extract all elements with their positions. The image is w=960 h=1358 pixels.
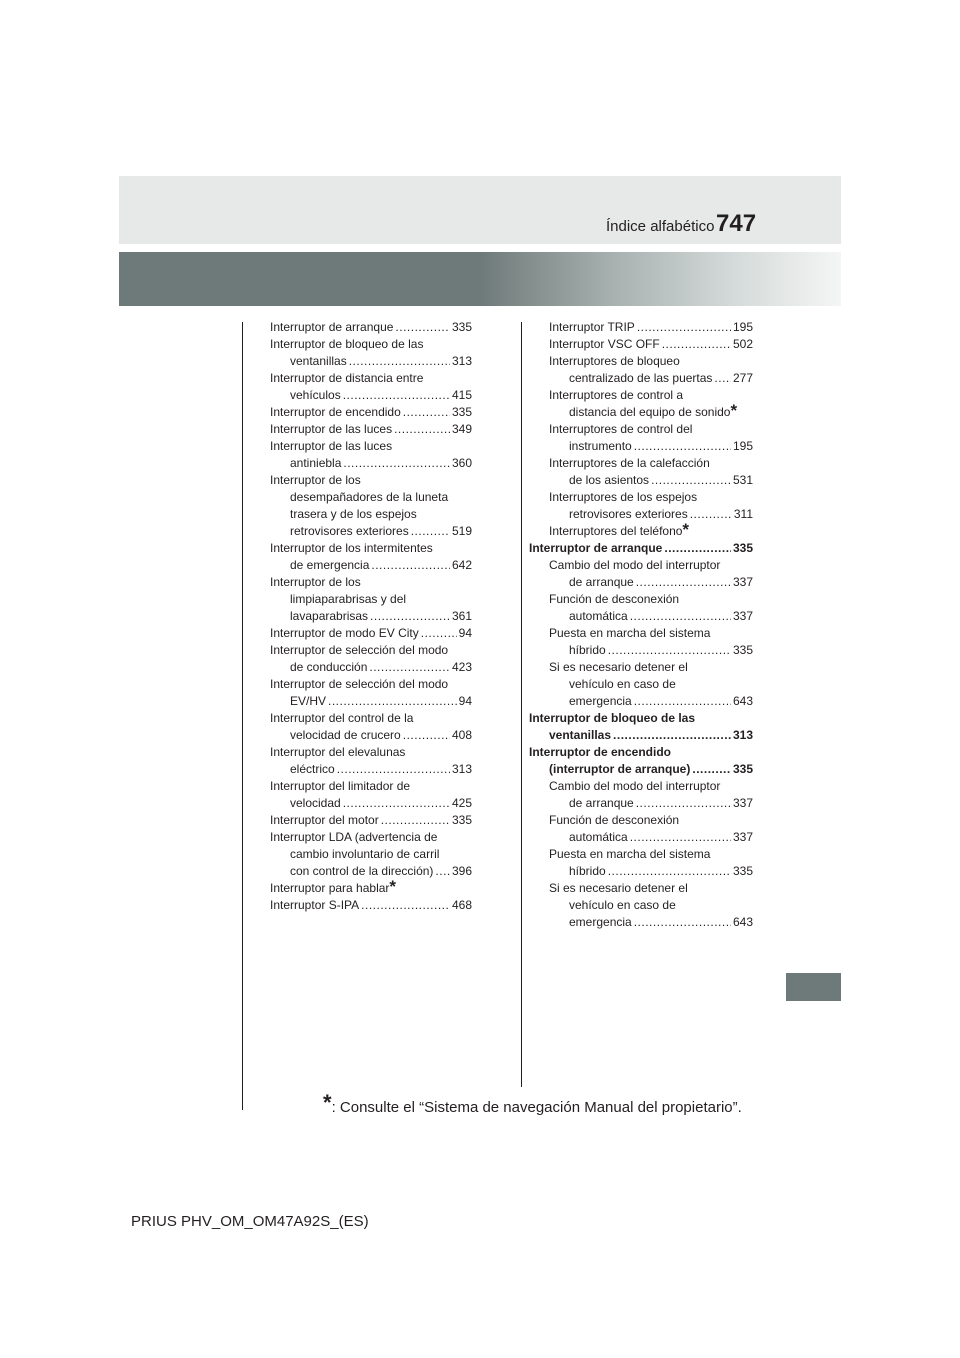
dot-leader bbox=[369, 659, 450, 676]
entry-text: de emergencia bbox=[290, 558, 370, 572]
entry-page-number: 643 bbox=[732, 694, 753, 708]
index-entry bbox=[270, 574, 472, 625]
entry-text: emergencia bbox=[569, 915, 632, 929]
index-entry bbox=[270, 540, 472, 574]
entry-text: Si es necesario detener el bbox=[549, 660, 688, 674]
entry-text: Interruptor de arranque bbox=[270, 320, 394, 334]
index-entry bbox=[270, 778, 472, 812]
dot-leader bbox=[714, 370, 731, 387]
entry-text: Puesta en marcha del sistema bbox=[549, 626, 711, 640]
dot-leader bbox=[381, 812, 450, 829]
dot-leader bbox=[608, 863, 731, 880]
entry-text: cambio involuntario de carril bbox=[290, 847, 440, 861]
entry-text: Función de desconexión bbox=[549, 813, 680, 827]
index-column-right bbox=[529, 319, 753, 931]
dot-leader bbox=[435, 863, 450, 880]
index-entry-line bbox=[529, 914, 753, 931]
index-entry-line bbox=[529, 591, 753, 608]
dot-leader bbox=[343, 387, 450, 404]
entry-page-number: 335 bbox=[732, 643, 753, 657]
dot-leader bbox=[608, 642, 731, 659]
index-entry-line bbox=[270, 438, 472, 455]
index-entry-line bbox=[270, 404, 472, 421]
entry-text: Interruptores de control del bbox=[549, 422, 693, 436]
index-entry bbox=[270, 829, 472, 880]
entry-text: híbrido bbox=[569, 643, 606, 657]
entry-text: Puesta en marcha del sistema bbox=[549, 847, 711, 861]
index-entry-line bbox=[270, 846, 472, 863]
left-column-rule bbox=[242, 322, 243, 1110]
index-entry-line bbox=[529, 642, 753, 659]
entry-text: ventanillas bbox=[290, 354, 347, 368]
index-entry-line bbox=[270, 489, 472, 506]
index-entry-line bbox=[270, 455, 472, 472]
index-entry-line bbox=[270, 727, 472, 744]
index-entry-line bbox=[529, 710, 753, 727]
entry-page-number: 335 bbox=[732, 541, 753, 555]
index-entry-line bbox=[529, 659, 753, 676]
index-entry-line bbox=[529, 438, 753, 455]
entry-page-number: 335 bbox=[732, 864, 753, 878]
entry-text: ventanillas bbox=[549, 728, 612, 742]
dot-leader bbox=[636, 795, 731, 812]
entry-text: trasera y de los espejos bbox=[290, 507, 417, 521]
index-entry bbox=[529, 659, 753, 710]
index-entry-line bbox=[270, 319, 472, 336]
index-entry bbox=[270, 370, 472, 404]
index-entry-line bbox=[270, 353, 472, 370]
index-entry-line bbox=[270, 642, 472, 659]
index-entry-line bbox=[529, 693, 753, 710]
index-entry-line: Interruptores del teléfono * bbox=[549, 520, 690, 539]
entry-page-number: 349 bbox=[451, 422, 472, 436]
entry-text: eléctrico bbox=[290, 762, 335, 776]
entry-page-number: 335 bbox=[451, 405, 472, 419]
entry-text: Interruptores de la calefacción bbox=[549, 456, 710, 470]
dot-leader bbox=[394, 421, 450, 438]
entry-text: limpiaparabrisas y del bbox=[290, 592, 407, 606]
index-entry bbox=[529, 812, 753, 846]
index-entry-line bbox=[270, 676, 472, 693]
index-entry-line bbox=[529, 744, 753, 761]
entry-page-number: 313 bbox=[451, 354, 472, 368]
entry-text: de arranque bbox=[569, 575, 634, 589]
entry-page-number: 360 bbox=[451, 456, 472, 470]
dot-leader bbox=[690, 506, 732, 523]
entry-text: desempañadores de la luneta bbox=[290, 490, 449, 504]
index-entry-line bbox=[529, 829, 753, 846]
entry-text: Interruptor de selección del modo bbox=[270, 677, 449, 691]
entry-text: Interruptor del motor bbox=[270, 813, 379, 827]
index-entry-line bbox=[270, 795, 472, 812]
entry-page-number: 335 bbox=[732, 762, 753, 776]
entry-page-number: 337 bbox=[732, 830, 753, 844]
entry-text: EV/HV bbox=[290, 694, 327, 708]
entry-page-number: 423 bbox=[451, 660, 472, 674]
entry-text: Interruptor de los bbox=[270, 473, 361, 487]
dot-leader bbox=[421, 625, 457, 642]
index-entry-line bbox=[529, 625, 753, 642]
index-entry bbox=[529, 880, 753, 931]
entry-page-number: 313 bbox=[451, 762, 472, 776]
document-id: PRIUS PHV_OM_OM47A92S_(ES) bbox=[131, 1213, 369, 1230]
entry-page-number: 425 bbox=[451, 796, 472, 810]
entry-text: de arranque bbox=[569, 796, 634, 810]
entry-text: Interruptor de selección del modo bbox=[270, 643, 449, 657]
dot-leader bbox=[662, 336, 731, 353]
entry-text: híbrido bbox=[569, 864, 606, 878]
index-entry bbox=[270, 336, 472, 370]
index-entry bbox=[270, 744, 472, 778]
index-entry bbox=[270, 421, 472, 438]
entry-page-number: 337 bbox=[732, 609, 753, 623]
index-entry bbox=[270, 710, 472, 744]
index-entry-line bbox=[270, 421, 472, 438]
dot-leader bbox=[664, 540, 731, 557]
footnote-marker: * bbox=[323, 1090, 332, 1115]
entry-page-number: 313 bbox=[732, 728, 753, 742]
entry-page-number: 415 bbox=[451, 388, 472, 402]
entry-text: Interruptor S-IPA bbox=[270, 898, 360, 912]
entry-page-number: 361 bbox=[451, 609, 472, 623]
entry-text: Cambio del modo del interruptor bbox=[549, 558, 721, 572]
index-entry-line bbox=[270, 370, 472, 387]
dot-leader bbox=[403, 404, 450, 421]
index-entry-line bbox=[529, 574, 753, 591]
entry-page-number: 311 bbox=[733, 507, 753, 521]
index-entry-line bbox=[529, 336, 753, 353]
index-entry bbox=[529, 387, 753, 421]
index-entry-line: distancia del equipo de sonido * bbox=[569, 401, 738, 420]
entry-text: Interruptor de los bbox=[270, 575, 361, 589]
index-entry bbox=[529, 421, 753, 455]
entry-text: Interruptor de las luces bbox=[270, 439, 393, 453]
index-entry-line bbox=[270, 472, 472, 489]
index-entry bbox=[529, 778, 753, 812]
entry-page-number: 408 bbox=[451, 728, 472, 742]
entry-text: antiniebla bbox=[290, 456, 342, 470]
dot-leader bbox=[343, 455, 450, 472]
index-entry bbox=[529, 455, 753, 489]
entry-text: Interruptor de encendido bbox=[529, 745, 672, 759]
dot-leader bbox=[328, 693, 457, 710]
entry-text: vehículo en caso de bbox=[569, 677, 676, 691]
dot-leader bbox=[634, 914, 731, 931]
entry-page-number: 396 bbox=[451, 864, 472, 878]
dot-leader bbox=[630, 829, 731, 846]
index-entry-line bbox=[529, 472, 753, 489]
index-entry-line bbox=[529, 455, 753, 472]
index-entry bbox=[529, 557, 753, 591]
index-entry-line bbox=[270, 574, 472, 591]
entry-text: Interruptor del elevalunas bbox=[270, 745, 406, 759]
entry-text: Interruptor de arranque bbox=[529, 541, 663, 555]
entry-text: Interruptor del control de la bbox=[270, 711, 414, 725]
dot-leader bbox=[637, 319, 731, 336]
entry-text: Interruptor de bloqueo de las bbox=[529, 711, 696, 725]
dot-leader bbox=[613, 727, 731, 744]
index-entry bbox=[270, 319, 472, 336]
index-entry-line bbox=[529, 812, 753, 829]
entry-text: Interruptor de los intermitentes bbox=[270, 541, 433, 555]
index-entry bbox=[270, 897, 472, 914]
index-entry-line bbox=[529, 897, 753, 914]
entry-page-number: 337 bbox=[732, 575, 753, 589]
index-entry bbox=[529, 319, 753, 336]
index-entry-line bbox=[529, 557, 753, 574]
entry-text: automática bbox=[569, 609, 628, 623]
entry-text: de los asientos bbox=[569, 473, 650, 487]
dot-leader bbox=[630, 608, 731, 625]
entry-text: Interruptor de distancia entre bbox=[270, 371, 424, 385]
dot-leader bbox=[636, 574, 731, 591]
index-entry bbox=[270, 676, 472, 710]
index-entry-line bbox=[529, 370, 753, 387]
index-entry-line bbox=[529, 863, 753, 880]
entry-text: lavaparabrisas bbox=[290, 609, 369, 623]
entry-page-number: 642 bbox=[451, 558, 472, 572]
dot-leader bbox=[634, 693, 731, 710]
index-entry-line bbox=[529, 778, 753, 795]
index-entry bbox=[529, 353, 753, 387]
entry-text: distancia del equipo de sonido bbox=[569, 405, 731, 419]
entry-page-number: 94 bbox=[458, 626, 472, 640]
entry-page-number: 468 bbox=[451, 898, 472, 912]
index-entry-line bbox=[270, 506, 472, 523]
entry-text: Interruptor del limitador de bbox=[270, 779, 411, 793]
index-entry-line bbox=[270, 744, 472, 761]
footnote-text: : Consulte el “Sistema de navegación Manual del propietario”. bbox=[331, 1099, 742, 1116]
index-column-left bbox=[270, 319, 472, 914]
index-entry-line bbox=[529, 608, 753, 625]
dot-leader bbox=[692, 761, 731, 778]
footnote bbox=[323, 1090, 742, 1116]
index-entry-line bbox=[270, 693, 472, 710]
section-title: Índice alfabético bbox=[606, 218, 715, 235]
index-entry-line bbox=[270, 557, 472, 574]
entry-text: Interruptor de modo EV City bbox=[270, 626, 419, 640]
index-entry-line: Interruptor para hablar * bbox=[270, 877, 397, 896]
index-entry-line bbox=[529, 489, 753, 506]
entry-text: centralizado de las puertas bbox=[569, 371, 713, 385]
index-entry-line bbox=[529, 319, 753, 336]
dot-leader bbox=[337, 761, 450, 778]
index-entry bbox=[270, 877, 472, 897]
index-entry bbox=[529, 520, 753, 540]
middle-column-rule bbox=[521, 322, 522, 1087]
entry-text: Interruptor para hablar bbox=[270, 881, 390, 895]
index-entry bbox=[529, 625, 753, 659]
index-entry-line bbox=[529, 846, 753, 863]
index-entry-line bbox=[529, 387, 753, 404]
dot-leader bbox=[361, 897, 450, 914]
entry-text: Interruptores de los espejos bbox=[549, 490, 698, 504]
index-entry-line bbox=[270, 336, 472, 353]
index-entry-line bbox=[270, 829, 472, 846]
index-entry-line bbox=[529, 676, 753, 693]
entry-text: Interruptor de las luces bbox=[270, 422, 393, 436]
entry-text: (interruptor de arranque) bbox=[549, 762, 691, 776]
index-entry-line bbox=[270, 591, 472, 608]
index-entry-line bbox=[529, 421, 753, 438]
index-entry bbox=[529, 710, 753, 744]
index-entry-line bbox=[529, 795, 753, 812]
index-entry bbox=[529, 489, 753, 523]
entry-text: con control de la dirección) bbox=[290, 864, 434, 878]
index-side-tab bbox=[786, 973, 841, 1001]
entry-page-number: 502 bbox=[732, 337, 753, 351]
index-entry-line bbox=[529, 761, 753, 778]
index-entry bbox=[270, 625, 472, 642]
index-entry bbox=[270, 404, 472, 421]
index-entry-line bbox=[529, 880, 753, 897]
entry-text: Cambio del modo del interruptor bbox=[549, 779, 721, 793]
index-entry-line bbox=[270, 387, 472, 404]
index-entry-line bbox=[270, 897, 472, 914]
entry-text: Interruptor VSC OFF bbox=[549, 337, 660, 351]
index-entry-line bbox=[529, 506, 753, 523]
entry-text: de conducción bbox=[290, 660, 368, 674]
index-entry bbox=[270, 812, 472, 829]
entry-text: velocidad de crucero bbox=[290, 728, 401, 742]
entry-text: vehículos bbox=[290, 388, 341, 402]
entry-text: velocidad bbox=[290, 796, 341, 810]
page-number: 747 bbox=[716, 210, 757, 237]
entry-text: Interruptor LDA (advertencia de bbox=[270, 830, 438, 844]
entry-text: Interruptores de control a bbox=[549, 388, 684, 402]
entry-text: automática bbox=[569, 830, 628, 844]
dot-leader bbox=[371, 557, 450, 574]
entry-text: Interruptores del teléfono bbox=[549, 524, 683, 538]
entry-page-number: 337 bbox=[732, 796, 753, 810]
dot-leader bbox=[349, 353, 450, 370]
index-entry bbox=[270, 438, 472, 472]
dot-leader bbox=[634, 438, 731, 455]
dot-leader bbox=[403, 727, 450, 744]
entry-text: Si es necesario detener el bbox=[549, 881, 688, 895]
index-entry-line bbox=[529, 353, 753, 370]
index-entry bbox=[529, 336, 753, 353]
index-entry bbox=[270, 642, 472, 676]
index-entry-line bbox=[270, 523, 472, 540]
index-entry bbox=[529, 540, 753, 557]
entry-page-number: 195 bbox=[732, 439, 753, 453]
index-entry-line bbox=[270, 659, 472, 676]
entry-text: Interruptor TRIP bbox=[549, 320, 635, 334]
entry-page-number: 519 bbox=[451, 524, 472, 538]
index-entry-line bbox=[270, 812, 472, 829]
entry-text: Interruptores de bloqueo bbox=[549, 354, 680, 368]
entry-page-number: 531 bbox=[732, 473, 753, 487]
index-entry-line bbox=[270, 710, 472, 727]
entry-text: Interruptor de bloqueo de las bbox=[270, 337, 424, 351]
entry-text: emergencia bbox=[569, 694, 632, 708]
index-entry-line bbox=[270, 608, 472, 625]
index-entry-line bbox=[529, 540, 753, 557]
dot-leader bbox=[343, 795, 450, 812]
index-entry bbox=[270, 472, 472, 540]
index-entry-line bbox=[270, 625, 472, 642]
entry-page-number: 643 bbox=[732, 915, 753, 929]
entry-page-number: 195 bbox=[732, 320, 753, 334]
index-entry-line bbox=[270, 540, 472, 557]
dot-leader bbox=[370, 608, 450, 625]
entry-page-number: 94 bbox=[458, 694, 472, 708]
dot-leader bbox=[395, 319, 450, 336]
index-entry-line bbox=[270, 778, 472, 795]
index-entry bbox=[529, 591, 753, 625]
entry-text: vehículo en caso de bbox=[569, 898, 676, 912]
entry-text: Función de desconexión bbox=[549, 592, 680, 606]
entry-text: retrovisores exteriores bbox=[290, 524, 409, 538]
dot-leader bbox=[651, 472, 731, 489]
entry-text: instrumento bbox=[569, 439, 632, 453]
dot-leader bbox=[411, 523, 450, 540]
entry-page-number: 277 bbox=[732, 371, 753, 385]
index-entry-line bbox=[270, 863, 472, 880]
entry-page-number: 335 bbox=[451, 813, 472, 827]
gradient-banner bbox=[119, 252, 841, 306]
index-entry-line bbox=[529, 727, 753, 744]
entry-text: retrovisores exteriores bbox=[569, 507, 688, 521]
index-entry-line bbox=[270, 761, 472, 778]
index-entry bbox=[529, 846, 753, 880]
index-entry bbox=[529, 744, 753, 778]
entry-page-number: 335 bbox=[451, 320, 472, 334]
entry-text: Interruptor de encendido bbox=[270, 405, 401, 419]
